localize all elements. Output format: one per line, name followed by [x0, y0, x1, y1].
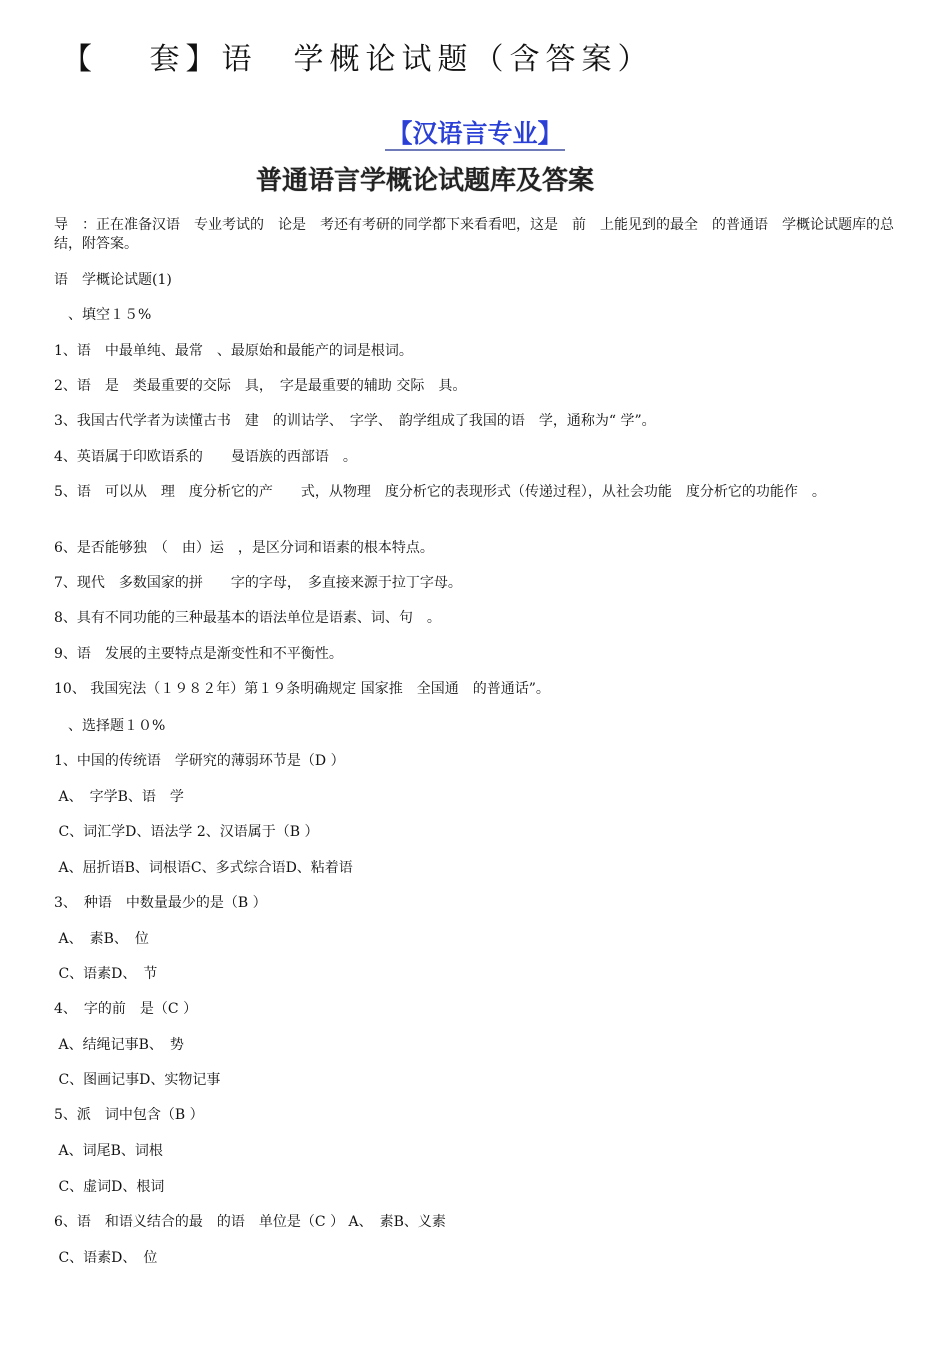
choice-item: C、虚词D、根词 — [54, 1179, 165, 1195]
banner-subtitle: 普通语言学概论试题库及答案 — [255, 166, 594, 196]
choice-item: C、语素D、 节 — [54, 966, 158, 982]
choice-item: 3、 种语 中数量最少的是（B ） — [54, 895, 267, 911]
fill-item-1: 1、语 中最单纯、最常 、最原始和最能产的词是根词。 — [54, 343, 413, 359]
choice-item: A、屈折语B、词根语C、多式综合语D、粘着语 — [54, 860, 353, 876]
fill-in-header: 、填空１５% — [54, 307, 152, 323]
intro-paragraph: 导 ：正在准备汉语 专业考试的 论是 考还有考研的同学都下来看看吧，这是 前 上能见到的最全 的普通语 学概论试题库的总结，附答案。 — [54, 217, 894, 252]
choice-item: 5、派 词中包含（B ） — [54, 1107, 204, 1123]
banner-major — [0, 114, 950, 150]
choice-item: A、结绳记事B、 势 — [54, 1037, 184, 1053]
fill-item-9: 9、语 发展的主要特点是渐变性和不平衡性。 — [54, 646, 343, 662]
choice-item: 1、中国的传统语 学研究的薄弱环节是（D ） — [54, 753, 345, 769]
choice-item: C、词汇学D、语法学 2、汉语属于（B ） — [54, 824, 319, 840]
fill-item-7: 7、现代 多数国家的拼 字的字母， 多直接来源于拉丁字母。 — [54, 575, 462, 591]
fill-item-4: 4、英语属于印欧语系的 曼语族的西部语 。 — [54, 449, 357, 465]
choice-item: A、词尾B、词根 — [54, 1143, 163, 1159]
fill-item-2: 2、语 是 类最重要的交际 具， 字是最重要的辅助 交际 具。 — [54, 378, 467, 394]
fill-item-8: 8、具有不同功能的三种最基本的语法单位是语素、词、句 。 — [54, 610, 441, 626]
document-title: 【 套】语 学概论试题（含答案） — [62, 42, 654, 77]
choice-item: C、语素D、 位 — [54, 1250, 158, 1266]
banner-major-text: 【汉语言专业】 — [385, 119, 564, 151]
fill-item-6: 6、是否能够独 （ 由）运 ，是区分词和语素的根本特点。 — [54, 540, 434, 556]
choice-item: 6、语 和语义结合的最 的语 单位是（C ） A、 素B、义素 — [54, 1214, 446, 1230]
choice-item: 4、 字的前 是（C ） — [54, 1001, 198, 1017]
choice-item: A、 素B、 位 — [54, 931, 149, 947]
choice-header: 、选择题１０% — [54, 718, 166, 734]
choice-item: C、图画记事D、实物记事 — [54, 1072, 221, 1088]
fill-item-3: 3、我国古代学者为读懂古书 建 的训诂学、 字学、 韵学组成了我国的语 学，通称为“ 学”。 — [54, 413, 656, 429]
choice-item: A、 字学B、语 学 — [54, 789, 184, 805]
fill-item-5: 5、语 可以从 理 度分析它的产 式，从物理 度分析它的表现形式（传递过程），从社会功能 度分析它的功能作 。 — [54, 484, 826, 500]
fill-item-10: 10、 我国宪法（１９８２年）第１９条明确规定 国家推 全国通 的普通话”。 — [54, 681, 550, 697]
section-title: 语 学概论试题(1) — [54, 272, 172, 288]
